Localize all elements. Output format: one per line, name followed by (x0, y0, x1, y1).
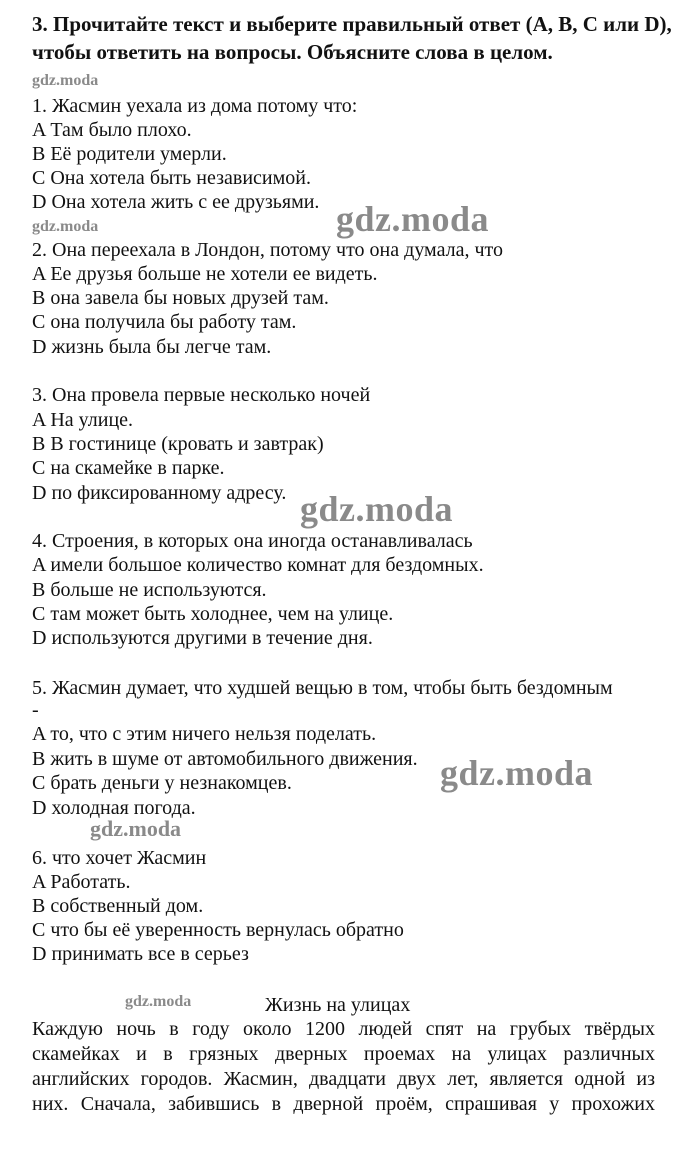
answer-3c: C на скамейке в парке. (32, 457, 225, 479)
answer-4c: C там может быть холоднее, чем на улице. (32, 603, 394, 625)
question-5: 5. Жасмин думает, что худшей вещью в том, чтобы быть бездомным (32, 677, 613, 699)
question-2: 2. Она переехала в Лондон, потому что она думала, что (32, 239, 504, 261)
question-4: 4. Строения, в которых она иногда останавливалась (32, 530, 473, 552)
watermark: gdz.moda (125, 993, 192, 1010)
answer-5d: D холодная погода. (32, 797, 196, 819)
watermark: gdz.moda (336, 199, 490, 239)
question-6: 6. что хочет Жасмин (32, 847, 207, 869)
question-5-dash: - (32, 699, 39, 721)
answer-4d: D используются другими в течение дня. (32, 627, 373, 649)
text-title: Жизнь на улицах (265, 994, 411, 1016)
answer-4a: A имели большое количество комнат для бездомных. (32, 554, 484, 576)
answer-2c: C она получила бы работу там. (32, 311, 297, 333)
answer-6d: D принимать все в серьез (32, 943, 249, 965)
exercise-heading: 3. Прочитайте текст и выберите правильный ответ (A, B, C или D), чтобы ответить на вопросы. Объясните слова в целом. (32, 12, 672, 64)
answer-1c: C Она хотела быть независимой. (32, 167, 311, 189)
question-1: 1. Жасмин уехала из дома потому что: (32, 95, 358, 117)
watermark: gdz.moda (300, 489, 454, 529)
answer-1a: A Там было плохо. (32, 119, 192, 141)
answer-2d: D жизнь была бы легче там. (32, 336, 272, 358)
watermark: gdz.moda (32, 72, 99, 89)
answer-6a: A Работать. (32, 871, 131, 893)
answer-1b: B Её родители умерли. (32, 143, 227, 165)
answer-6b: B собственный дом. (32, 895, 204, 917)
watermark: gdz.moda (440, 753, 594, 793)
answer-5b: B жить в шуме от автомобильного движения. (32, 748, 418, 770)
answer-3b: B В гостинице (кровать и завтрак) (32, 433, 324, 455)
answer-5c: C брать деньги у незнакомцев. (32, 772, 292, 794)
text-paragraph (32, 1017, 655, 1117)
paragraph-line: скамейках и в грязных дверных проемах на улицах различных (32, 1043, 655, 1065)
paragraph-line: Каждую ночь в году около 1200 людей спят на грубых твёрдых (32, 1018, 655, 1040)
answer-4b: B больше не используются. (32, 579, 267, 601)
answer-3a: A На улице. (32, 409, 134, 431)
answer-2a: A Ее друзья больше не хотели ее видеть. (32, 263, 378, 285)
answer-5a: A то, что с этим ничего нельзя поделать. (32, 723, 377, 745)
answer-1d: D Она хотела жить с ее друзьями. (32, 191, 320, 213)
question-3: 3. Она провела первые несколько ночей (32, 384, 371, 406)
watermark: gdz.moda (32, 218, 99, 235)
paragraph-line: них. Сначала, забившись в дверной проём, спрашивая у прохожих (32, 1093, 655, 1115)
answer-3d: D по фиксированному адресу. (32, 482, 287, 504)
watermark: gdz.moda (90, 816, 182, 841)
answer-2b: B она завела бы новых друзей там. (32, 287, 329, 309)
answer-6c: C что бы её уверенность вернулась обратно (32, 919, 404, 941)
paragraph-line: английских городов. Жасмин, двадцати двух лет, является одной из (32, 1068, 655, 1090)
